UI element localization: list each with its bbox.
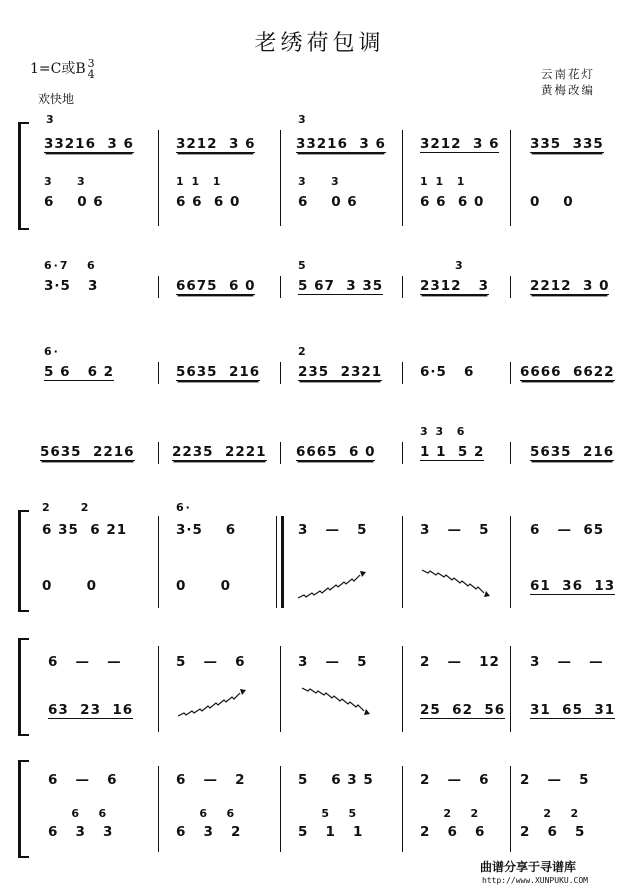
score-system-6: [0, 632, 639, 732]
measure-25-upper: 6 — 65: [530, 522, 605, 538]
time-bottom: 4: [87, 68, 95, 81]
lower-chord-note: 3 3: [44, 175, 87, 188]
time-signature: [88, 58, 95, 80]
lower-voice: [0, 194, 639, 218]
score-system-3: [0, 344, 639, 394]
upper-voice: [0, 136, 639, 160]
measure-16: 5635 2216: [40, 444, 135, 460]
glissando-up-icon: [296, 566, 368, 602]
upper-voice: [0, 654, 639, 678]
measure-28-upper: 3 — 5: [298, 654, 368, 670]
time-top: 3: [87, 57, 95, 70]
measure-27-upper: 5 — 6: [176, 654, 246, 670]
measure-5-lower: 0 0: [530, 194, 574, 210]
upper-chord-note: 6·: [176, 501, 192, 514]
measure-12: 5635 216: [176, 364, 261, 380]
measure-11: 5 6 6 2: [44, 364, 115, 380]
upper-chord-note: 3 3 6: [420, 425, 467, 438]
score-system-2: [0, 258, 639, 308]
measure-33-upper: 5 6 3 5: [298, 772, 374, 788]
measure-34-upper: 2 — 6: [420, 772, 490, 788]
measure-4-upper: 3212 3 6: [420, 136, 500, 152]
measure-5-upper: 335 335: [530, 136, 604, 152]
lower-chord-note: 6 6: [48, 807, 109, 820]
measure-33-lower: 5 1 1: [298, 824, 364, 840]
score-title: 老绣荷包调: [254, 31, 385, 56]
glissando-up-icon: [176, 684, 248, 720]
measure-31-upper: 6 — 6: [48, 772, 118, 788]
measure-22-lower: 0 0: [176, 578, 231, 594]
upper-chord-note: 6·7 6: [44, 259, 97, 272]
measure-7: 6675 6 0: [176, 278, 256, 294]
measure-20: 5635 216: [530, 444, 615, 460]
measure-3-upper: 33216 3 6: [296, 136, 386, 152]
upper-chord-note: 2 2: [42, 501, 91, 514]
measure-30-lower: 31 65 31: [530, 702, 616, 718]
melody-line: [0, 278, 639, 302]
source-line-1: 云南花灯: [541, 67, 595, 81]
upper-voice: [0, 522, 639, 546]
measure-8: 5 67 3 35: [298, 278, 384, 294]
key-signature: [30, 58, 95, 80]
score-system-5: [0, 500, 639, 610]
measure-17: 2235 2221: [172, 444, 267, 460]
measure-29-lower: 25 62 56: [420, 702, 506, 718]
source-line-2: 黄梅改编: [541, 83, 595, 97]
lower-chord-note: 1 1 1: [176, 175, 223, 188]
lower-chord-note: 1 1 1: [420, 175, 467, 188]
measure-32-upper: 6 — 2: [176, 772, 246, 788]
measure-35-upper: 2 — 5: [520, 772, 590, 788]
measure-9: 2312 3: [420, 278, 490, 294]
measure-29-upper: 2 — 12: [420, 654, 500, 670]
lower-chord-note: 3 3: [298, 175, 341, 188]
measure-35-lower: 2 6 5: [520, 824, 586, 840]
measure-32-lower: 6 3 2: [176, 824, 242, 840]
measure-4-lower: 6 6 6 0: [420, 194, 485, 210]
lower-chord-note: 5 5: [298, 807, 359, 820]
site-url[interactable]: http://www.XUNPUKU.COM: [482, 876, 588, 885]
measure-13: 235 2321: [298, 364, 383, 380]
score-system-4: [0, 424, 639, 474]
measure-21-upper: 6 35 6 21: [42, 522, 128, 538]
measure-10: 2212 3 0: [530, 278, 610, 294]
upper-chord-note: 2: [298, 345, 308, 358]
measure-26-lower: 63 23 16: [48, 702, 134, 718]
measure-26-upper: 6 — —: [48, 654, 122, 670]
site-watermark: 曲谱分享于寻谱库: [480, 860, 577, 874]
measure-21-lower: 0 0: [42, 578, 97, 594]
measure-31-lower: 6 3 3: [48, 824, 114, 840]
upper-chord-note: 5: [298, 259, 308, 272]
score-system-7: [0, 750, 639, 854]
upper-chord-note: 3: [420, 259, 465, 272]
tempo-marking: 欢快地: [38, 92, 75, 106]
upper-voice: [0, 772, 639, 796]
upper-chord-note: 3: [46, 113, 56, 126]
measure-15: 6666 6622: [520, 364, 615, 380]
melody-line: [0, 444, 639, 468]
measure-24-upper: 3 — 5: [420, 522, 490, 538]
measure-34-lower: 2 6 6: [420, 824, 486, 840]
measure-18: 6665 6 0: [296, 444, 376, 460]
measure-30-upper: 3 — —: [530, 654, 604, 670]
measure-1-lower: 6 0 6: [44, 194, 104, 210]
lower-chord-note: 2 2: [420, 807, 481, 820]
lower-voice: [0, 824, 639, 848]
glissando-down-icon: [420, 566, 492, 602]
upper-chord-note: 3: [298, 113, 308, 126]
measure-1-upper: 33216 3 6: [44, 136, 134, 152]
lower-chord-note: 2 2: [520, 807, 581, 820]
measure-19: 1 1 5 2: [420, 444, 485, 460]
measure-23-upper: 3 — 5: [298, 522, 368, 538]
measure-2-upper: 3212 3 6: [176, 136, 256, 152]
key-text: 1=C或B: [30, 61, 86, 77]
score-system-1: [0, 108, 639, 228]
measure-25-lower: 61 36 13: [530, 578, 616, 594]
measure-14: 6·5 6: [420, 364, 475, 380]
upper-chord-note: 6·: [44, 345, 60, 358]
measure-22-upper: 3·5 6: [176, 522, 237, 538]
lower-chord-note: 6 6: [176, 807, 237, 820]
measure-6: 3·5 3: [44, 278, 99, 294]
melody-line: [0, 364, 639, 388]
glissando-down-icon: [300, 684, 372, 720]
measure-3-lower: 6 0 6: [298, 194, 358, 210]
measure-2-lower: 6 6 6 0: [176, 194, 241, 210]
